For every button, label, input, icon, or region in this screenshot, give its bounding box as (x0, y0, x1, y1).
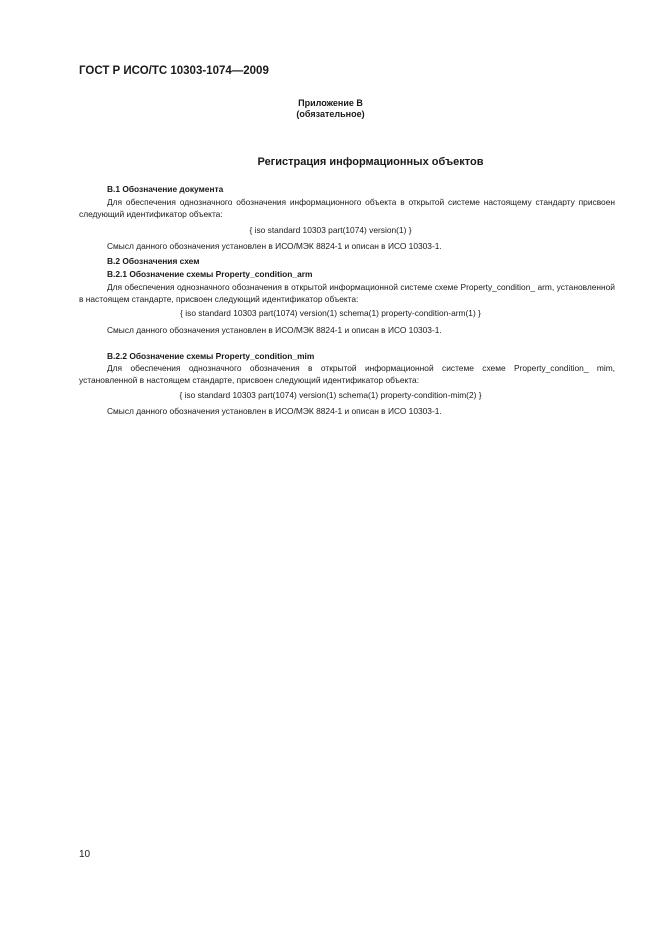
annex-status: (обязательное) (296, 109, 365, 119)
annex-title: Регистрация информационных объектов (257, 156, 484, 168)
section-b2-heading: B.2 Обозначения схем (107, 256, 200, 266)
section-b1-paragraph (79, 196, 615, 221)
section-b21-identifier: { iso standard 10303 part(1074) version(1) schema(1) property-condition-arm(1) } (180, 308, 481, 318)
section-b22-heading: B.2.2 Обозначение схемы Property_condition_mim (107, 351, 315, 361)
annex-label: Приложение B (298, 98, 363, 108)
section-b1-paragraph-text: Для обеспечения однозначного обозначения информационного объекта в открытой системе настоящему стандарту присвоен следующий идентификатор объекта: (79, 197, 615, 220)
section-b21-paragraph (79, 281, 615, 306)
section-b1-heading: B.1 Обозначение документа (107, 184, 224, 194)
section-b22-meaning: Смысл данного обозначения установлен в ИСО/МЭК 8824-1 и описан в ИСО 10303-1. (107, 406, 442, 416)
section-b22-identifier: { iso standard 10303 part(1074) version(1) schema(1) property-condition-mim(2) } (179, 390, 482, 400)
page-number: 10 (79, 849, 91, 860)
document-header: ГОСТ Р ИСО/ТС 10303-1074—2009 (79, 65, 269, 77)
section-b21-heading: B.2.1 Обозначение схемы Property_condition_arm (107, 269, 313, 279)
section-b22-paragraph (79, 362, 615, 387)
section-b21-meaning: Смысл данного обозначения установлен в ИСО/МЭК 8824-1 и описан в ИСО 10303-1. (107, 325, 442, 335)
section-b1-meaning: Смысл данного обозначения установлен в ИСО/МЭК 8824-1 и описан в ИСО 10303-1. (107, 241, 442, 251)
section-b22-paragraph-text: Для обеспечения однозначного обозначения в открытой информационной системе схеме Property_condition_ mim, установленной в настоящем стандарте, присвоен следующий идентификатор объекта: (79, 363, 615, 386)
section-b1-identifier: { iso standard 10303 part(1074) version(1) } (249, 225, 412, 235)
annex-heading (0, 98, 661, 120)
section-b21-paragraph-text: Для обеспечения однозначного обозначения в открытой информационной системе схеме Property_condition_ arm, установленной в настоящем стандарте, присвоен следующий идентификатор объекта: (79, 282, 615, 305)
